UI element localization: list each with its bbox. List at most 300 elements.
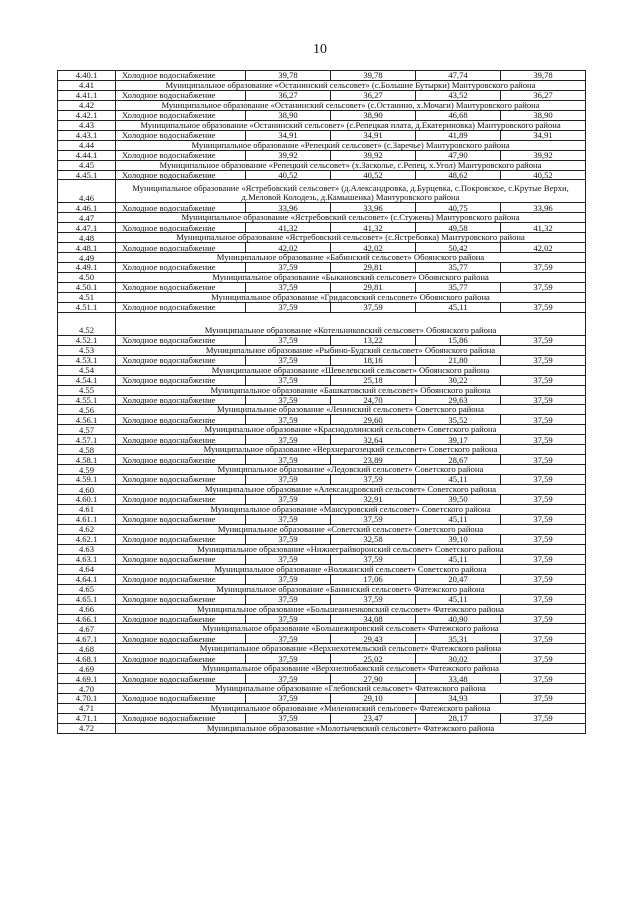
service-name: Холодное водоснабжение — [116, 150, 246, 160]
row-number: 4.57.1 — [58, 435, 116, 445]
service-name: Холодное водоснабжение — [116, 674, 246, 684]
tariff-value: 43,52 — [416, 90, 501, 100]
municipality-row — [58, 664, 586, 674]
table-row — [58, 203, 586, 213]
tariff-value: 37,59 — [501, 415, 586, 425]
row-number: 4.64 — [58, 564, 116, 574]
service-name: Холодное водоснабжение — [116, 110, 246, 120]
tariff-value: 37,59 — [246, 435, 331, 445]
tariff-value: 18,16 — [331, 355, 416, 365]
table-row — [58, 355, 586, 365]
municipality-row — [58, 584, 586, 594]
tariff-value: 37,59 — [501, 375, 586, 385]
row-number: 4.69.1 — [58, 674, 116, 684]
tariff-value: 23,89 — [331, 455, 416, 465]
tariff-value: 45,11 — [416, 515, 501, 525]
table-row — [58, 90, 586, 100]
tariff-value: 37,59 — [501, 435, 586, 445]
row-number: 4.63 — [58, 544, 116, 554]
tariff-value: 32,58 — [331, 534, 416, 544]
service-name: Холодное водоснабжение — [116, 574, 246, 584]
municipality-name: Муниципальное образование «Бабинский сельсовет» Обоянского района — [116, 253, 586, 263]
tariff-value: 34,91 — [501, 130, 586, 140]
tariff-value: 24,70 — [331, 395, 416, 405]
row-number: 4.52.1 — [58, 335, 116, 345]
municipality-row — [58, 485, 586, 495]
municipality-name: Муниципальное образование «Волжанский сельсовет» Советского района — [116, 564, 586, 574]
tariff-value: 42,02 — [501, 243, 586, 253]
municipality-name: Муниципальное образование «Ястребовский сельсовет» (д.Александровка, д.Бурцевка, с.Покровское, с.Крутые Верхи, д.Меловой Колодезь, д.Камышенка) Мантуровского района — [116, 180, 586, 203]
tariff-value: 33,48 — [416, 674, 501, 684]
tariff-value: 37,59 — [246, 534, 331, 544]
service-name: Холодное водоснабжение — [116, 335, 246, 345]
tariff-value: 37,59 — [501, 263, 586, 273]
municipality-name: Муниципальное образование «Большежировский сельсовет» Фатежского района — [116, 624, 586, 634]
tariff-table — [57, 70, 586, 734]
municipality-row — [58, 465, 586, 475]
tariff-value: 29,81 — [331, 263, 416, 273]
tariff-value: 36,27 — [246, 90, 331, 100]
service-name: Холодное водоснабжение — [116, 415, 246, 425]
municipality-row — [58, 385, 586, 395]
municipality-row — [58, 345, 586, 355]
tariff-value: 37,59 — [246, 634, 331, 644]
tariff-value: 25,02 — [331, 654, 416, 664]
municipality-name: Муниципальное образование «Верхнелюбажский сельсовет» Фатежского района — [116, 664, 586, 674]
tariff-value: 39,92 — [331, 150, 416, 160]
row-number: 4.66 — [58, 604, 116, 614]
row-number: 4.49 — [58, 253, 116, 263]
row-number: 4.47 — [58, 213, 116, 223]
table-row — [58, 714, 586, 724]
municipality-row — [58, 504, 586, 514]
service-name: Холодное водоснабжение — [116, 90, 246, 100]
row-number: 4.64.1 — [58, 574, 116, 584]
tariff-value: 27,90 — [331, 674, 416, 684]
table-row — [58, 415, 586, 425]
row-number: 4.41 — [58, 80, 116, 90]
row-number: 4.46 — [58, 180, 116, 203]
table-row — [58, 515, 586, 525]
tariff-value: 37,59 — [501, 694, 586, 704]
tariff-value: 50,42 — [416, 243, 501, 253]
tariff-value: 35,77 — [416, 263, 501, 273]
tariff-value: 37,59 — [501, 594, 586, 604]
row-number: 4.48 — [58, 233, 116, 243]
tariff-value: 34,08 — [331, 614, 416, 624]
row-number: 4.62 — [58, 524, 116, 534]
row-number: 4.44 — [58, 140, 116, 150]
service-name: Холодное водоснабжение — [116, 594, 246, 604]
tariff-value: 37,59 — [501, 335, 586, 345]
row-number: 4.70.1 — [58, 694, 116, 704]
service-name: Холодное водоснабжение — [116, 435, 246, 445]
tariff-value: 40,75 — [416, 203, 501, 213]
municipality-row — [58, 624, 586, 634]
service-name: Холодное водоснабжение — [116, 475, 246, 485]
municipality-name: Муниципальное образование «Миленинский сельсовет» Фатежского района — [116, 704, 586, 714]
tariff-value: 42,02 — [331, 243, 416, 253]
tariff-value: 37,59 — [246, 654, 331, 664]
tariff-value: 34,93 — [416, 694, 501, 704]
tariff-value: 37,59 — [331, 475, 416, 485]
tariff-value: 39,78 — [246, 71, 331, 81]
service-name: Холодное водоснабжение — [116, 554, 246, 564]
service-name: Холодное водоснабжение — [116, 614, 246, 624]
service-name: Холодное водоснабжение — [116, 694, 246, 704]
row-number: 4.62.1 — [58, 534, 116, 544]
tariff-value: 41,89 — [416, 130, 501, 140]
tariff-value: 36,27 — [501, 90, 586, 100]
table-row — [58, 674, 586, 684]
row-number: 4.60 — [58, 485, 116, 495]
tariff-value: 37,59 — [501, 515, 586, 525]
tariff-value: 37,59 — [246, 674, 331, 684]
table-row — [58, 694, 586, 704]
municipality-row — [58, 564, 586, 574]
row-number: 4.60.1 — [58, 495, 116, 505]
tariff-table-body — [58, 71, 586, 734]
tariff-value: 37,59 — [331, 515, 416, 525]
municipality-row — [58, 292, 586, 302]
row-number: 4.42 — [58, 100, 116, 110]
row-number: 4.54.1 — [58, 375, 116, 385]
tariff-value: 37,59 — [501, 495, 586, 505]
tariff-value: 37,59 — [246, 594, 331, 604]
tariff-value: 39,10 — [416, 534, 501, 544]
tariff-value: 37,59 — [246, 355, 331, 365]
municipality-row — [58, 405, 586, 415]
tariff-value: 37,59 — [246, 574, 331, 584]
table-row — [58, 223, 586, 233]
tariff-value: 41,32 — [331, 223, 416, 233]
tariff-value: 37,59 — [246, 614, 331, 624]
service-name: Холодное водоснабжение — [116, 263, 246, 273]
tariff-value: 37,59 — [501, 283, 586, 293]
service-name: Холодное водоснабжение — [116, 170, 246, 180]
row-number: 4.53 — [58, 345, 116, 355]
table-row — [58, 243, 586, 253]
tariff-value: 30,02 — [416, 654, 501, 664]
municipality-name: Муниципальное образование «Верхнехотемльский сельсовет» Фатежского района — [116, 644, 586, 654]
tariff-value: 37,59 — [501, 634, 586, 644]
table-row — [58, 130, 586, 140]
municipality-name: Муниципальное образование «Быкановский сельсовет» Обоянского района — [116, 273, 586, 283]
service-name: Холодное водоснабжение — [116, 395, 246, 405]
municipality-name: Муниципальное образование «Большеанненковский сельсовет» Фатежского района — [116, 604, 586, 614]
tariff-value: 37,59 — [501, 302, 586, 312]
service-name: Холодное водоснабжение — [116, 130, 246, 140]
table-row — [58, 495, 586, 505]
municipality-row — [58, 140, 586, 150]
row-number: 4.43.1 — [58, 130, 116, 140]
service-name: Холодное водоснабжение — [116, 495, 246, 505]
table-row — [58, 534, 586, 544]
table-row — [58, 395, 586, 405]
tariff-value: 45,11 — [416, 302, 501, 312]
row-number: 4.55.1 — [58, 395, 116, 405]
tariff-value: 29,10 — [331, 694, 416, 704]
tariff-value: 35,77 — [416, 283, 501, 293]
tariff-value: 37,59 — [246, 455, 331, 465]
service-name: Холодное водоснабжение — [116, 203, 246, 213]
tariff-value: 33,96 — [331, 203, 416, 213]
table-row — [58, 170, 586, 180]
municipality-row — [58, 644, 586, 654]
tariff-value: 15,86 — [416, 335, 501, 345]
tariff-value: 13,22 — [331, 335, 416, 345]
row-number: 4.66.1 — [58, 614, 116, 624]
row-number: 4.50 — [58, 273, 116, 283]
municipality-row — [58, 120, 586, 130]
row-number: 4.71.1 — [58, 714, 116, 724]
municipality-name: Муниципальное образование «Ленинский сельсовет» Советского района — [116, 405, 586, 415]
row-number: 4.53.1 — [58, 355, 116, 365]
tariff-value: 32,91 — [331, 495, 416, 505]
table-row — [58, 302, 586, 312]
service-name: Холодное водоснабжение — [116, 654, 246, 664]
row-number: 4.61.1 — [58, 515, 116, 525]
row-number: 4.68.1 — [58, 654, 116, 664]
tariff-value: 40,52 — [501, 170, 586, 180]
municipality-row — [58, 253, 586, 263]
row-number: 4.69 — [58, 664, 116, 674]
municipality-name: Муниципальное образование «Ястребовский сельсовет» (с.Стужень) Мантуровского района — [116, 213, 586, 223]
table-row — [58, 455, 586, 465]
tariff-value: 46,68 — [416, 110, 501, 120]
tariff-value: 30,22 — [416, 375, 501, 385]
row-number: 4.52 — [58, 312, 116, 335]
municipality-name: Муниципальное образование «Александровский сельсовет» Советского района — [116, 485, 586, 495]
row-number: 4.57 — [58, 425, 116, 435]
municipality-row — [58, 213, 586, 223]
tariff-value: 21,80 — [416, 355, 501, 365]
tariff-value: 17,06 — [331, 574, 416, 584]
tariff-value: 29,63 — [416, 395, 501, 405]
municipality-row — [58, 233, 586, 243]
page-number: 10 — [313, 42, 327, 57]
tariff-value: 37,59 — [246, 335, 331, 345]
row-number: 4.59.1 — [58, 475, 116, 485]
row-number: 4.45 — [58, 160, 116, 170]
table-row — [58, 435, 586, 445]
tariff-value: 41,32 — [246, 223, 331, 233]
tariff-value: 37,59 — [501, 355, 586, 365]
municipality-row — [58, 524, 586, 534]
tariff-value: 37,59 — [246, 395, 331, 405]
municipality-row — [58, 684, 586, 694]
table-row — [58, 554, 586, 564]
tariff-value: 37,59 — [501, 395, 586, 405]
municipality-name: Муниципальное образование «Котельниковский сельсовет» Обоянского района — [116, 312, 586, 335]
service-name: Холодное водоснабжение — [116, 714, 246, 724]
row-number: 4.55 — [58, 385, 116, 395]
municipality-row — [58, 704, 586, 714]
tariff-value: 33,96 — [246, 203, 331, 213]
municipality-row — [58, 312, 586, 335]
row-number: 4.72 — [58, 723, 116, 733]
tariff-value: 39,92 — [246, 150, 331, 160]
table-row — [58, 110, 586, 120]
service-name: Холодное водоснабжение — [116, 283, 246, 293]
municipality-name: Муниципальное образование «Останинский сельсовет» (с.Репецкая плата, д.Екатериновка) Мантуровского района — [116, 120, 586, 130]
service-name: Холодное водоснабжение — [116, 634, 246, 644]
row-number: 4.50.1 — [58, 283, 116, 293]
tariff-value: 37,59 — [331, 302, 416, 312]
tariff-value: 40,52 — [246, 170, 331, 180]
tariff-value: 20,47 — [416, 574, 501, 584]
row-number: 4.51 — [58, 292, 116, 302]
row-number: 4.58 — [58, 445, 116, 455]
tariff-value: 23,47 — [331, 714, 416, 724]
tariff-value: 35,52 — [416, 415, 501, 425]
municipality-name: Муниципальное образование «Останинский сельсовет» (с.Останино, х.Мочаги) Мантуровского района — [116, 100, 586, 110]
tariff-value: 37,59 — [501, 714, 586, 724]
municipality-name: Муниципальное образование «Останинский сельсовет» (с.Большие Бутырки) Мантуровского района — [116, 80, 586, 90]
row-number: 4.49.1 — [58, 263, 116, 273]
tariff-value: 37,59 — [246, 302, 331, 312]
tariff-value: 37,59 — [246, 415, 331, 425]
tariff-value: 45,11 — [416, 554, 501, 564]
tariff-value: 37,59 — [246, 515, 331, 525]
service-name: Холодное водоснабжение — [116, 515, 246, 525]
municipality-name: Муниципальное образование «Ледовский сельсовет» Советского района — [116, 465, 586, 475]
tariff-value: 47,90 — [416, 150, 501, 160]
tariff-value: 41,32 — [501, 223, 586, 233]
municipality-row — [58, 604, 586, 614]
row-number: 4.45.1 — [58, 170, 116, 180]
tariff-value: 29,60 — [331, 415, 416, 425]
row-number: 4.70 — [58, 684, 116, 694]
row-number: 4.65.1 — [58, 594, 116, 604]
municipality-name: Муниципальное образование «Краснодолинский сельсовет» Советского района — [116, 425, 586, 435]
row-number: 4.61 — [58, 504, 116, 514]
row-number: 4.58.1 — [58, 455, 116, 465]
table-row — [58, 263, 586, 273]
tariff-value: 33,96 — [501, 203, 586, 213]
tariff-value: 28,17 — [416, 714, 501, 724]
row-number: 4.44.1 — [58, 150, 116, 160]
tariff-value: 38,90 — [331, 110, 416, 120]
service-name: Холодное водоснабжение — [116, 71, 246, 81]
municipality-name: Муниципальное образование «Репецкий сельсовет» (с.Заречье) Мантуровского района — [116, 140, 586, 150]
municipality-name: Муниципальное образование «Башкатовский сельсовет» Обоянского района — [116, 385, 586, 395]
tariff-value: 37,59 — [246, 694, 331, 704]
municipality-name: Муниципальное образование «Глебовский сельсовет» Фатежского района — [116, 684, 586, 694]
tariff-value: 37,59 — [501, 674, 586, 684]
service-name: Холодное водоснабжение — [116, 223, 246, 233]
tariff-value: 45,11 — [416, 475, 501, 485]
service-name: Холодное водоснабжение — [116, 355, 246, 365]
tariff-value: 37,59 — [246, 375, 331, 385]
tariff-value: 28,67 — [416, 455, 501, 465]
tariff-value: 34,91 — [331, 130, 416, 140]
tariff-value: 39,17 — [416, 435, 501, 445]
municipality-row — [58, 273, 586, 283]
table-row — [58, 654, 586, 664]
tariff-value: 39,92 — [501, 150, 586, 160]
municipality-row — [58, 160, 586, 170]
municipality-name: Муниципальное образование «Репецкий сельсовет» (х.Засколье, с.Репец, х.Угол) Мантуровского района — [116, 160, 586, 170]
tariff-value: 37,59 — [501, 534, 586, 544]
tariff-value: 37,59 — [246, 714, 331, 724]
tariff-value: 37,59 — [246, 475, 331, 485]
tariff-value: 37,59 — [501, 554, 586, 564]
table-row — [58, 634, 586, 644]
row-number: 4.59 — [58, 465, 116, 475]
municipality-row — [58, 365, 586, 375]
municipality-name: Муниципальное образование «Рыбино-Будский сельсовет» Обоянского района — [116, 345, 586, 355]
row-number: 4.67 — [58, 624, 116, 634]
municipality-row — [58, 723, 586, 733]
tariff-value: 37,59 — [246, 554, 331, 564]
municipality-row — [58, 80, 586, 90]
tariff-value: 34,91 — [246, 130, 331, 140]
tariff-value: 42,02 — [246, 243, 331, 253]
tariff-value: 37,59 — [501, 574, 586, 584]
municipality-name: Муниципальное образование «Гридасовский сельсовет» Обоянского района — [116, 292, 586, 302]
table-row — [58, 283, 586, 293]
tariff-value: 39,78 — [331, 71, 416, 81]
municipality-name: Муниципальное образование «Советский сельсовет» Советского района — [116, 524, 586, 534]
row-number: 4.54 — [58, 365, 116, 375]
tariff-value: 37,59 — [331, 554, 416, 564]
row-number: 4.46.1 — [58, 203, 116, 213]
service-name: Холодное водоснабжение — [116, 534, 246, 544]
service-name: Холодное водоснабжение — [116, 302, 246, 312]
row-number: 4.71 — [58, 704, 116, 714]
service-name: Холодное водоснабжение — [116, 243, 246, 253]
row-number: 4.56.1 — [58, 415, 116, 425]
municipality-row — [58, 425, 586, 435]
tariff-value: 29,43 — [331, 634, 416, 644]
tariff-value: 29,81 — [331, 283, 416, 293]
table-row — [58, 71, 586, 81]
tariff-value: 40,90 — [416, 614, 501, 624]
tariff-value: 32,64 — [331, 435, 416, 445]
row-number: 4.41.1 — [58, 90, 116, 100]
tariff-value: 25,18 — [331, 375, 416, 385]
tariff-value: 47,74 — [416, 71, 501, 81]
table-row — [58, 614, 586, 624]
table-row — [58, 335, 586, 345]
row-number: 4.63.1 — [58, 554, 116, 564]
tariff-value: 36,27 — [331, 90, 416, 100]
tariff-value: 37,59 — [501, 614, 586, 624]
row-number: 4.51.1 — [58, 302, 116, 312]
tariff-value: 38,90 — [246, 110, 331, 120]
tariff-value: 37,59 — [501, 475, 586, 485]
tariff-value: 37,59 — [501, 455, 586, 465]
row-number: 4.68 — [58, 644, 116, 654]
tariff-value: 39,50 — [416, 495, 501, 505]
row-number: 4.47.1 — [58, 223, 116, 233]
row-number: 4.67.1 — [58, 634, 116, 644]
tariff-value: 39,78 — [501, 71, 586, 81]
tariff-value: 45,11 — [416, 594, 501, 604]
tariff-value: 35,31 — [416, 634, 501, 644]
tariff-value: 37,59 — [246, 495, 331, 505]
row-number: 4.56 — [58, 405, 116, 415]
municipality-name: Муниципальное образование «Нижнеграйворонский сельсовет» Советского района — [116, 544, 586, 554]
row-number: 4.65 — [58, 584, 116, 594]
tariff-value: 37,59 — [246, 283, 331, 293]
tariff-value: 38,90 — [501, 110, 586, 120]
municipality-name: Муниципальное образование «Банинский сельсовет» Фатежского района — [116, 584, 586, 594]
row-number: 4.48.1 — [58, 243, 116, 253]
municipality-name: Муниципальное образование «Шевелевский сельсовет» Обоянского района — [116, 365, 586, 375]
tariff-value: 49,58 — [416, 223, 501, 233]
